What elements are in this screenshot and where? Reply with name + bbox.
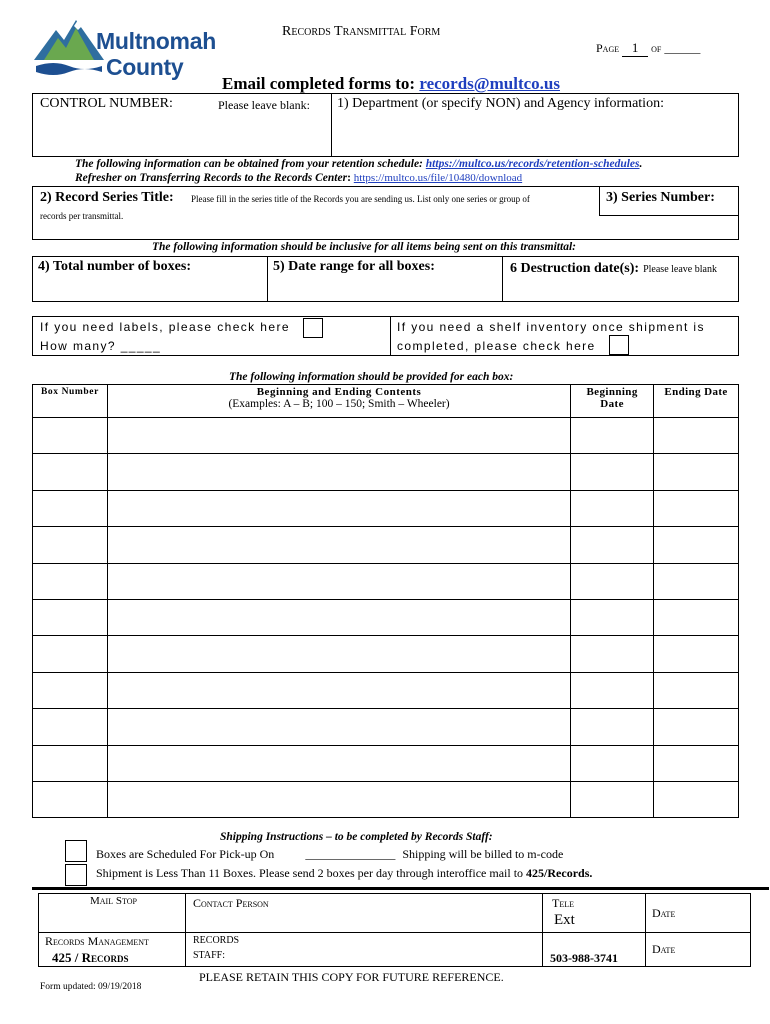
shelf-inventory-checkbox[interactable] [609, 335, 629, 355]
box-number-cell[interactable] [33, 636, 108, 672]
begin-date-cell[interactable] [571, 781, 654, 817]
col-contents-examples: (Examples: A – B; 100 – 150; Smith – Wheeler) [228, 398, 450, 410]
begin-date-cell[interactable] [571, 490, 654, 526]
col-end-date: Ending Date [664, 386, 728, 398]
control-number-label: CONTROL NUMBER: [40, 96, 173, 111]
table-row [33, 490, 739, 526]
contents-cell[interactable] [107, 672, 570, 708]
begin-date-cell[interactable] [571, 454, 654, 490]
end-date-cell[interactable] [654, 745, 739, 781]
retain-note: PLEASE RETAIN THIS COPY FOR FUTURE REFERENCE. [199, 970, 504, 984]
end-date-cell[interactable] [654, 454, 739, 490]
end-date-cell[interactable] [654, 672, 739, 708]
box-number-cell[interactable] [33, 454, 108, 490]
box-number-cell[interactable] [33, 527, 108, 563]
begin-date-cell[interactable] [571, 672, 654, 708]
records-staff-label-2: STAFF: [193, 950, 225, 961]
retention-schedule-link[interactable]: https://multco.us/records/retention-schedules [425, 158, 640, 170]
records-mailstop: 425 / Records [52, 950, 129, 965]
retention-text: The following information can be obtained from your retention schedule: [75, 158, 423, 170]
shipping-title: Shipping Instructions – to be completed by Records Staff: [220, 831, 493, 843]
contents-cell[interactable] [107, 563, 570, 599]
pickup-text: Boxes are Scheduled For Pick-up On [96, 847, 275, 861]
box-number-cell[interactable] [33, 599, 108, 635]
ext-label[interactable]: Ext [554, 912, 575, 928]
contents-cell[interactable] [107, 636, 570, 672]
begin-date-cell[interactable] [571, 563, 654, 599]
billed-text: Shipping will be billed to m-code [402, 847, 564, 861]
box-number-cell[interactable] [33, 672, 108, 708]
destruction-label: 6 Destruction date(s): [510, 261, 640, 276]
email-link[interactable]: records@multco.us [419, 74, 560, 93]
destruction-hint: Please leave blank [643, 264, 717, 275]
page-indicator [596, 40, 700, 57]
refresher-colon: : [347, 172, 351, 184]
end-date-cell[interactable] [654, 599, 739, 635]
logo-text-multnomah: Multnomah [96, 28, 216, 54]
mountain-logo-icon [34, 16, 104, 78]
records-management-label: Records Management [45, 934, 149, 948]
inclusive-note: The following information should be inclusive for all items being sent on this transmittal: [152, 241, 576, 253]
pickup-date-blank[interactable]: _______________ [305, 847, 396, 861]
contents-cell[interactable] [107, 745, 570, 781]
total-boxes-label[interactable]: 4) Total number of boxes: [38, 259, 191, 274]
end-date-cell[interactable] [654, 563, 739, 599]
end-date-cell[interactable] [654, 527, 739, 563]
retention-period: . [639, 158, 643, 170]
labels-request-text: If you need labels, please check here [40, 320, 290, 334]
series-title-hint: Please fill in the series title of the Records you are sending us. List only one series or group of [191, 194, 530, 204]
contents-cell[interactable] [107, 709, 570, 745]
records-staff-label: RECORDS [193, 935, 240, 946]
table-row [33, 745, 739, 781]
refresher-text: Refresher on Transferring Records to the Records Center [75, 172, 348, 184]
begin-date-cell[interactable] [571, 709, 654, 745]
records-phone: 503-988-3741 [550, 951, 618, 965]
date-label-1[interactable]: Date [652, 906, 676, 920]
table-row [33, 563, 739, 599]
box-contents-table [32, 384, 739, 818]
destruction-date-label [510, 259, 717, 277]
end-date-cell[interactable] [654, 636, 739, 672]
end-date-cell[interactable] [654, 781, 739, 817]
end-date-cell[interactable] [654, 418, 739, 454]
series-title-label[interactable]: 2) Record Series Title: [40, 190, 174, 205]
date-label-2[interactable]: Date [652, 942, 676, 956]
series-number-label[interactable]: 3) Series Number: [606, 190, 715, 205]
provided-note: The following information should be provided for each box: [229, 371, 514, 383]
table-row [33, 709, 739, 745]
box-table-header [33, 385, 739, 418]
box-number-cell[interactable] [33, 490, 108, 526]
table-row [33, 418, 739, 454]
form-title: Records Transmittal Form [282, 24, 441, 39]
refresher-download-link[interactable]: https://multco.us/file/10480/download [353, 172, 523, 184]
contents-cell[interactable] [107, 527, 570, 563]
box-number-cell[interactable] [33, 418, 108, 454]
pickup-checkbox[interactable] [65, 840, 87, 862]
table-row [33, 454, 739, 490]
contents-cell[interactable] [107, 418, 570, 454]
interoffice-line [96, 866, 592, 881]
interoffice-text: Shipment is Less Than 11 Boxes. Please send 2 boxes per day through interoffice mail to [96, 866, 524, 880]
contents-cell[interactable] [107, 599, 570, 635]
email-prefix: Email completed forms to: [222, 74, 416, 93]
table-row [33, 636, 739, 672]
labels-how-many[interactable]: How many? _____ [40, 339, 162, 353]
begin-date-cell[interactable] [571, 636, 654, 672]
retention-info-line1 [75, 158, 642, 170]
pickup-line [96, 847, 563, 862]
col-begin-date-2: Date [600, 398, 624, 410]
tele-label[interactable]: Tele [552, 896, 574, 910]
shelf-inventory-text-2: completed, please check here [397, 339, 596, 353]
end-date-cell[interactable] [654, 709, 739, 745]
box-number-cell[interactable] [33, 745, 108, 781]
col-box-number: Box Number [40, 387, 99, 397]
footer-divider [32, 887, 769, 890]
contents-cell[interactable] [107, 454, 570, 490]
box-number-cell[interactable] [33, 709, 108, 745]
multnomah-county-logo [34, 16, 234, 82]
labels-checkbox[interactable] [303, 318, 323, 338]
date-range-label[interactable]: 5) Date range for all boxes: [273, 259, 435, 274]
page-number[interactable]: 1 [622, 40, 648, 57]
begin-date-cell[interactable] [571, 527, 654, 563]
control-number-hint[interactable]: Please leave blank: [218, 98, 310, 112]
series-title-hint-2: records per transmittal. [40, 211, 124, 221]
interoffice-checkbox[interactable] [65, 864, 87, 886]
retention-info-line2 [75, 172, 522, 184]
table-row [33, 527, 739, 563]
department-label[interactable]: 1) Department (or specify NON) and Agency information: [337, 96, 664, 111]
table-row [33, 781, 739, 817]
col-contents: Beginning and Ending Contents [256, 386, 422, 398]
form-updated: Form updated: 09/19/2018 [40, 982, 142, 992]
box-number-cell[interactable] [33, 563, 108, 599]
table-row [33, 672, 739, 708]
contact-person-label[interactable]: Contact Person [193, 896, 269, 910]
logo-text-county: County [106, 54, 184, 80]
contents-cell[interactable] [107, 490, 570, 526]
begin-date-cell[interactable] [571, 599, 654, 635]
interoffice-dest: 425/Records. [526, 866, 593, 880]
shelf-inventory-text: If you need a shelf inventory once shipment is [397, 320, 705, 334]
email-instruction [222, 74, 560, 94]
end-date-cell[interactable] [654, 490, 739, 526]
box-number-cell[interactable] [33, 781, 108, 817]
page-label: Page [596, 41, 620, 55]
contents-cell[interactable] [107, 781, 570, 817]
begin-date-cell[interactable] [571, 418, 654, 454]
table-row [33, 599, 739, 635]
begin-date-cell[interactable] [571, 745, 654, 781]
mail-stop-label: Mail Stop [90, 895, 137, 907]
page-total[interactable]: ______ [664, 41, 701, 55]
of-label: of [651, 41, 662, 55]
col-begin-date: Beginning [586, 386, 638, 398]
